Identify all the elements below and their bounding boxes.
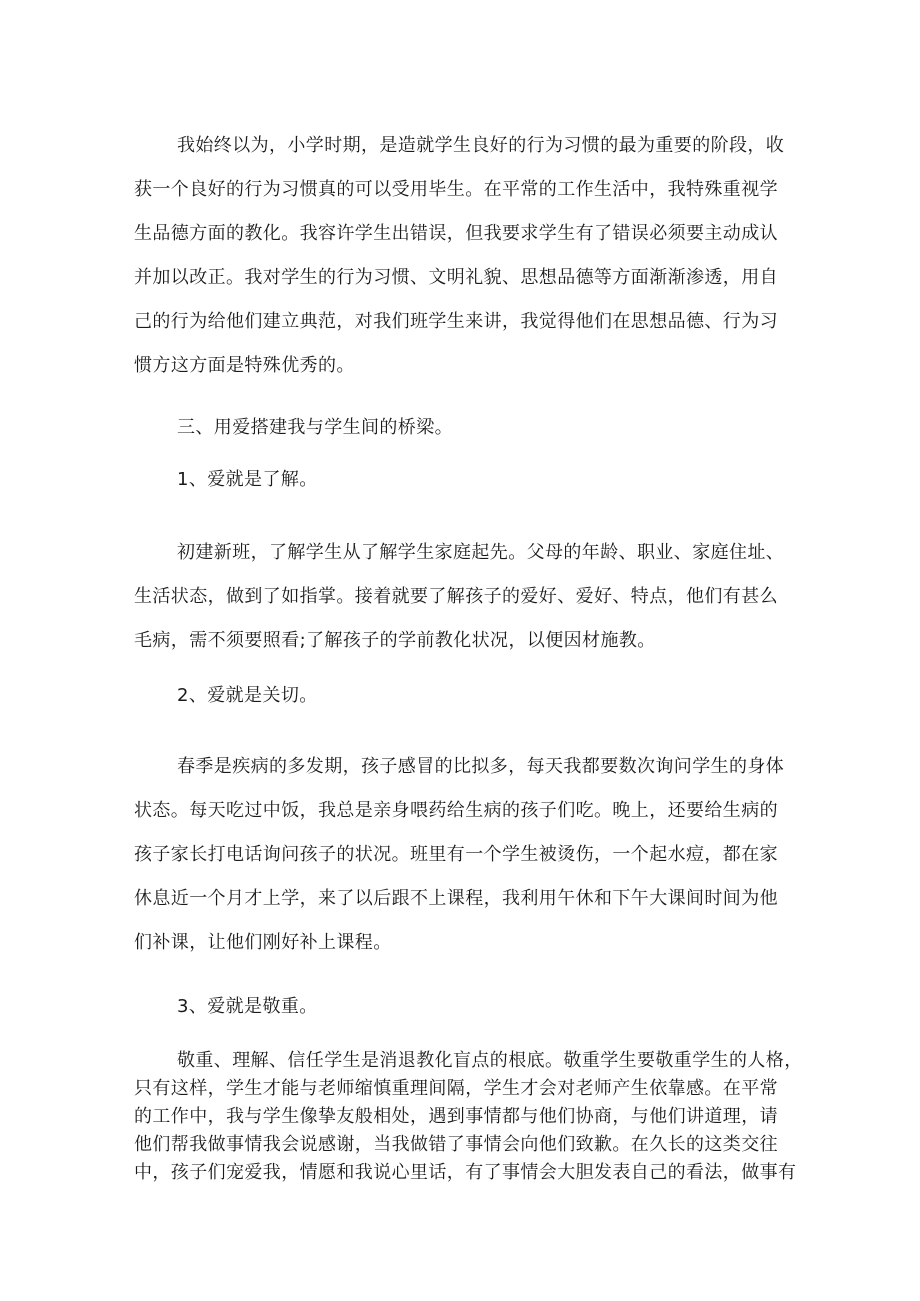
item-heading: 1、爱就是了解。 xyxy=(177,469,318,490)
text-line: 生活状态，做到了如指掌。接着就要了解孩子的爱好、爱好、特点，他们有甚么 xyxy=(134,586,778,607)
text-line: 状态。每天吃过中饭，我总是亲身喂药给生病的孩子们吃。晚上，还要给生病的 xyxy=(134,800,778,821)
text-line: 休息近一个月才上学，来了以后跟不上课程，我利用午休和下午大课间时间为他 xyxy=(134,888,778,909)
text-line: 他们帮我做事情我会说感谢，当我做错了事情会向他们致歉。在久长的这类交往 xyxy=(134,1134,778,1155)
text-line: 己的行为给他们建立典范，对我们班学生来讲，我觉得他们在思想品德、行为习 xyxy=(134,311,778,332)
paragraph-respect xyxy=(134,1047,807,1187)
text-line: 毛病，需不须要照看;了解孩子的学前教化状况，以便因材施教。 xyxy=(134,630,656,651)
paragraph-behavior-habits xyxy=(134,124,807,388)
section-heading: 三、用爱搭建我与学生间的桥梁。 xyxy=(177,417,453,438)
paragraph-care xyxy=(134,745,807,965)
text-line: 并加以改正。我对学生的行为习惯、文明礼貌、思想品德等方面渐渐渗透，用自 xyxy=(134,267,778,288)
text-line: 生品德方面的教化。我容许学生出错误，但我要求学生有了错误必须要主动成认 xyxy=(134,223,778,244)
text-line: 敬重、理解、信任学生是消退教化盲点的根底。敬重学生要敬重学生的人格， xyxy=(177,1050,803,1071)
text-line: 中，孩子们宠爱我，情愿和我说心里话，有了事情会大胆发表自己的看法，做事有 xyxy=(134,1162,797,1183)
item-heading: 3、爱就是敬重。 xyxy=(177,996,318,1017)
text-line: 们补课，让他们刚好补上课程。 xyxy=(134,932,392,953)
text-line: 孩子家长打电话询问孩子的状况。班里有一个学生被烫伤，一个起水痘，都在家 xyxy=(134,844,778,865)
text-line: 春季是疾病的多发期，孩子感冒的比拟多，每天我都要数次询问学生的身体 xyxy=(177,756,785,777)
text-line: 只有这样，学生才能与老师缩慎重理间隔，学生才会对老师产生依靠感。在平常 xyxy=(134,1078,778,1099)
text-line: 惯方这方面是特殊优秀的。 xyxy=(134,355,355,376)
item-heading: 2、爱就是关切。 xyxy=(177,685,318,706)
text-line: 初建新班，了解学生从了解学生家庭起先。父母的年龄、职业、家庭住址、 xyxy=(177,542,785,563)
text-line: 的工作中，我与学生像挚友般相处，遇到事情都与他们协商，与他们讲道理，请 xyxy=(134,1106,778,1127)
paragraph-understanding xyxy=(134,531,807,663)
text-line: 我始终以为，小学时期，是造就学生良好的行为习惯的最为重要的阶段，收 xyxy=(177,135,785,156)
text-line: 获一个良好的行为习惯真的可以受用毕生。在平常的工作生活中，我特殊重视学 xyxy=(134,179,778,200)
